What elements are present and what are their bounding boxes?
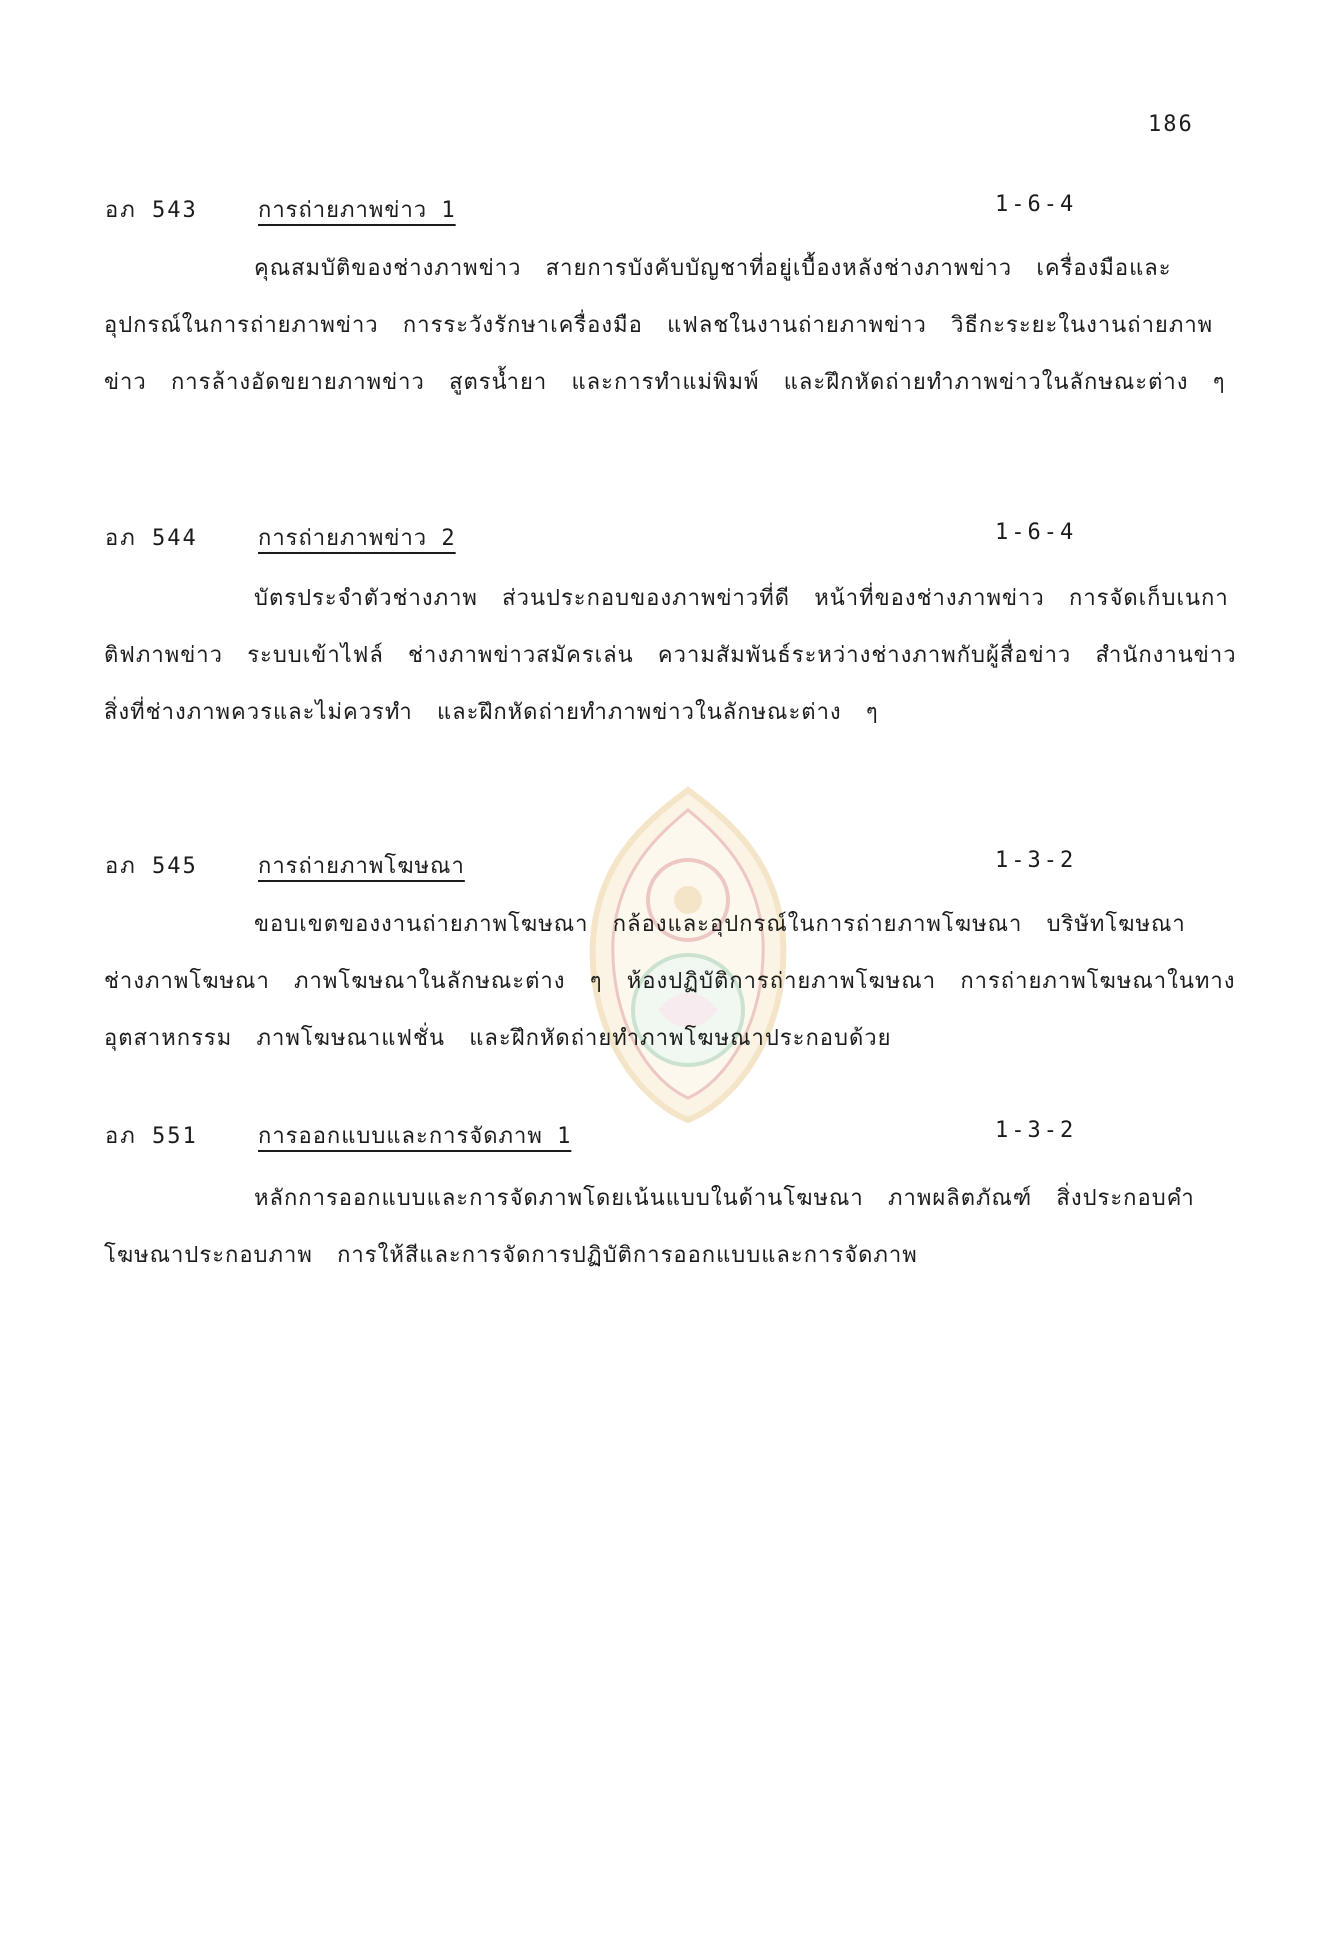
course-credit: 1-3-2 (995, 848, 1077, 873)
course-block (0, 848, 1339, 1051)
course-description: คุณสมบัติของช่างภาพข่าว สายการบังคับบัญชาที่อยู่เบื้องหลังช่างภาพข่าว เครื่องมือและอุปกรณ์ในการถ่ายภาพข่าว การระวังรักษาเครื่องมือ แฟลชในงานถ่ายภาพข่าว วิธีกะระยะในงานถ่ายภาพข่าว การล้างอัดขยายภาพข่าว สูตรน้ำยา และการทำแม่พิมพ์ และฝึกหัดถ่ายทำภาพข่าวในลักษณะต่าง ๆ (104, 256, 1226, 395)
course-credit: 1-6-4 (995, 520, 1077, 545)
course-credit: 1-6-4 (995, 192, 1077, 217)
course-description: ขอบเขตของงานถ่ายภาพโฆษณา กล้องและอุปกรณ์ในการถ่ายภาพโฆษณา บริษัทโฆษณา ช่างภาพโฆษณา ภาพโฆษณาในลักษณะต่าง ๆ ห้องปฏิบัติการถ่ายภาพโฆษณา การถ่ายภาพโฆษณาในทางอุตสาหกรรม ภาพโฆษณาแฟชั่น และฝึกหัดถ่ายทำภาพโฆษณาประกอบด้วย (104, 912, 1236, 1051)
course-block (0, 520, 1339, 725)
page-number: 186 (1148, 112, 1194, 137)
course-title: การถ่ายภาพโฆษณา (258, 854, 465, 879)
course-title: การถ่ายภาพข่าว 2 (258, 526, 456, 551)
course-code: อภ 551 (105, 1124, 198, 1149)
course-header (0, 520, 1339, 560)
course-description: หลักการออกแบบและการจัดภาพโดยเน้นแบบในด้านโฆษณา ภาพผลิตภัณฑ์ สิ่งประกอบคำโฆษณาประกอบภาพ การให้สีและการจัดการปฏิบัติการออกแบบและการจัดภาพ (104, 1186, 1195, 1268)
course-block (0, 1118, 1339, 1268)
course-code: อภ 545 (105, 854, 198, 879)
course-header (0, 192, 1339, 232)
course-title: การถ่ายภาพข่าว 1 (258, 198, 456, 223)
course-code: อภ 544 (105, 526, 198, 551)
course-title: การออกแบบและการจัดภาพ 1 (258, 1124, 572, 1149)
course-credit: 1-3-2 (995, 1118, 1077, 1143)
course-code: อภ 543 (105, 198, 198, 223)
course-block (0, 192, 1339, 395)
course-header (0, 848, 1339, 888)
course-description: บัตรประจำตัวช่างภาพ ส่วนประกอบของภาพข่าวที่ดี หน้าที่ของช่างภาพข่าว การจัดเก็บเนกาติฟภาพข่าว ระบบเข้าไฟล์ ช่างภาพข่าวสมัครเล่น ความสัมพันธ์ระหว่างช่างภาพกับผู้สื่อข่าว สำนักงานข่าว สิ่งที่ช่างภาพควรและไม่ควรทำ และฝึกหัดถ่ายทำภาพข่าวในลักษณะต่าง ๆ (104, 586, 1237, 725)
course-header (0, 1118, 1339, 1158)
